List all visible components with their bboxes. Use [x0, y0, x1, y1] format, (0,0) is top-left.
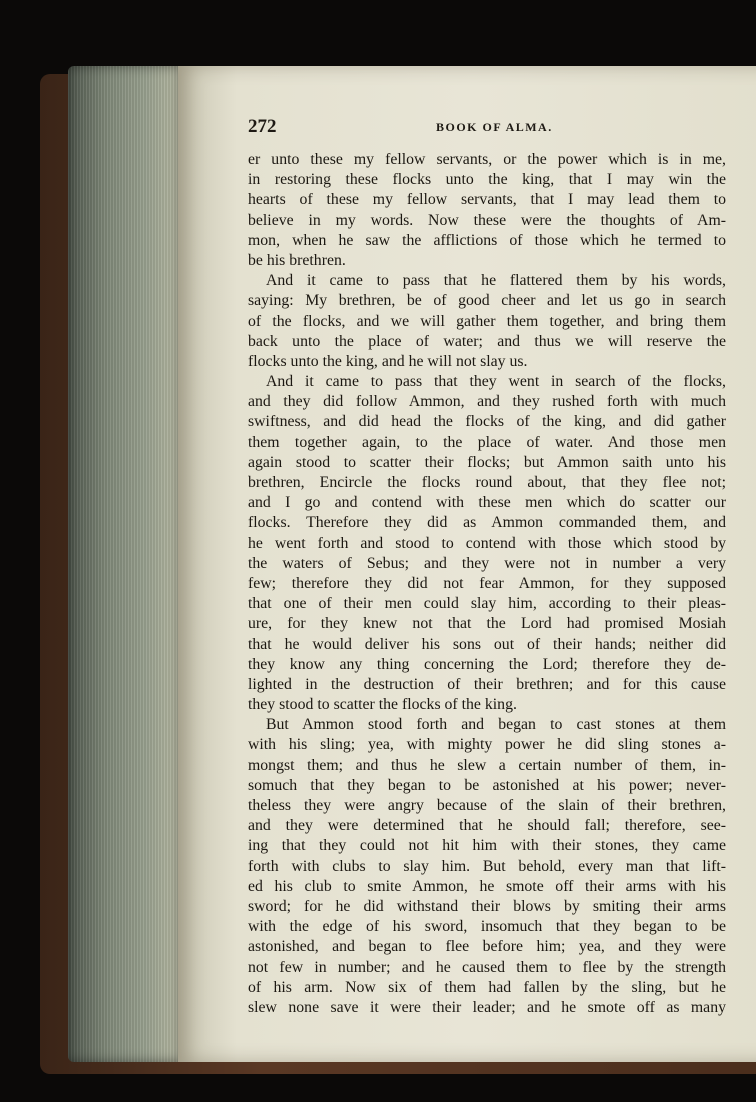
text-line: mongst them; and thus he slew a certain number of them, in- [248, 756, 726, 774]
body-text [248, 150, 726, 1018]
text-line: with his sling; yea, with mighty power he did sling stones a- [248, 736, 726, 754]
text-line: the waters of Sebus; and they were not in number a very [248, 554, 726, 572]
text-line: mon, when he saw the afflictions of those which he termed to [248, 231, 726, 249]
text-line: ure, for they knew not that the Lord had promised Mosiah [248, 615, 726, 633]
text-line: er unto these my fellow servants, or the power which is in me, [248, 151, 726, 168]
text-line: they know any thing concerning the Lord; therefore they de- [248, 655, 726, 673]
page-header [248, 116, 728, 140]
text-line: in restoring these flocks unto the king, that I may win the [248, 171, 726, 189]
text-line: slew none save it were their leader; and he smote off as many [248, 998, 726, 1016]
text-line: And it came to pass that they went in search of the flocks, [266, 373, 726, 391]
text-line: flocks. Therefore they did as Ammon commanded them, and [248, 514, 726, 532]
text-line: hearts of these my fellow servants, that I may lead them to [248, 191, 726, 209]
text-line: few; therefore they did not fear Ammon, for they supposed [248, 574, 726, 592]
text-line: and I go and contend with these men which do scatter our [248, 494, 726, 512]
text-line: sword; for he did withstand their blows by smiting their arms [248, 897, 726, 915]
text-line: somuch that they began to be astonished at his power; never- [248, 776, 726, 794]
text-line: with the edge of his sword, insomuch that they began to be [248, 918, 726, 936]
page-edges [68, 66, 180, 1062]
text-line: be his brethren. [248, 251, 346, 269]
running-head: BOOK OF ALMA. [436, 120, 553, 134]
text-line: saying: My brethren, be of good cheer and let us go in search [248, 292, 726, 310]
text-line: not few in number; and he caused them to flee by the strength [248, 958, 726, 976]
text-line: that he would deliver his sons out of their hands; neither did [248, 635, 726, 653]
text-line: But Ammon stood forth and began to cast stones at them [266, 716, 726, 734]
text-line: theless they were angry because of the slain of their brethren, [248, 797, 726, 814]
text-line: and they were determined that he should fall; therefore, see- [248, 817, 726, 835]
text-line: swiftness, and did head the flocks of the king, and did gather [248, 413, 726, 431]
text-line: flocks unto the king, and he will not slay us. [248, 352, 528, 370]
text-line: he went forth and stood to contend with those which stood by [248, 534, 726, 552]
text-line: brethren, Encircle the flocks round about, that they flee not; [248, 474, 726, 491]
text-line: lighted in the destruction of their brethren; and for this cause [248, 675, 726, 693]
text-line: again stood to scatter their flocks; but Ammon saith unto his [248, 453, 726, 471]
text-line: them together again, to the place of water. And those men [248, 433, 726, 451]
text-line: of the flocks, and we will gather them together, and bring them [248, 312, 726, 330]
text-line: of his arm. Now six of them had fallen by the sling, but he [248, 978, 726, 996]
text-line: astonished, and began to flee before him; yea, and they were [248, 938, 726, 956]
text-line: believe in my words. Now these were the thoughts of Am- [248, 211, 726, 229]
text-line: And it came to pass that he flattered them by his words, [266, 272, 726, 290]
text-line: forth with clubs to slay him. But behold, every man that lift- [248, 857, 726, 875]
text-line: that one of their men could slay him, according to their pleas- [248, 595, 726, 613]
text-line: ing that they could not hit him with their stones, they came [248, 837, 726, 855]
text-line: ed his club to smite Ammon, he smote off their arms with his [248, 877, 726, 895]
page-number: 272 [248, 116, 277, 137]
text-line: and they did follow Ammon, and they rushed forth with much [248, 393, 726, 411]
text-line: back unto the place of water; and thus we will reserve the [248, 332, 726, 350]
text-line: they stood to scatter the flocks of the king. [248, 696, 517, 714]
